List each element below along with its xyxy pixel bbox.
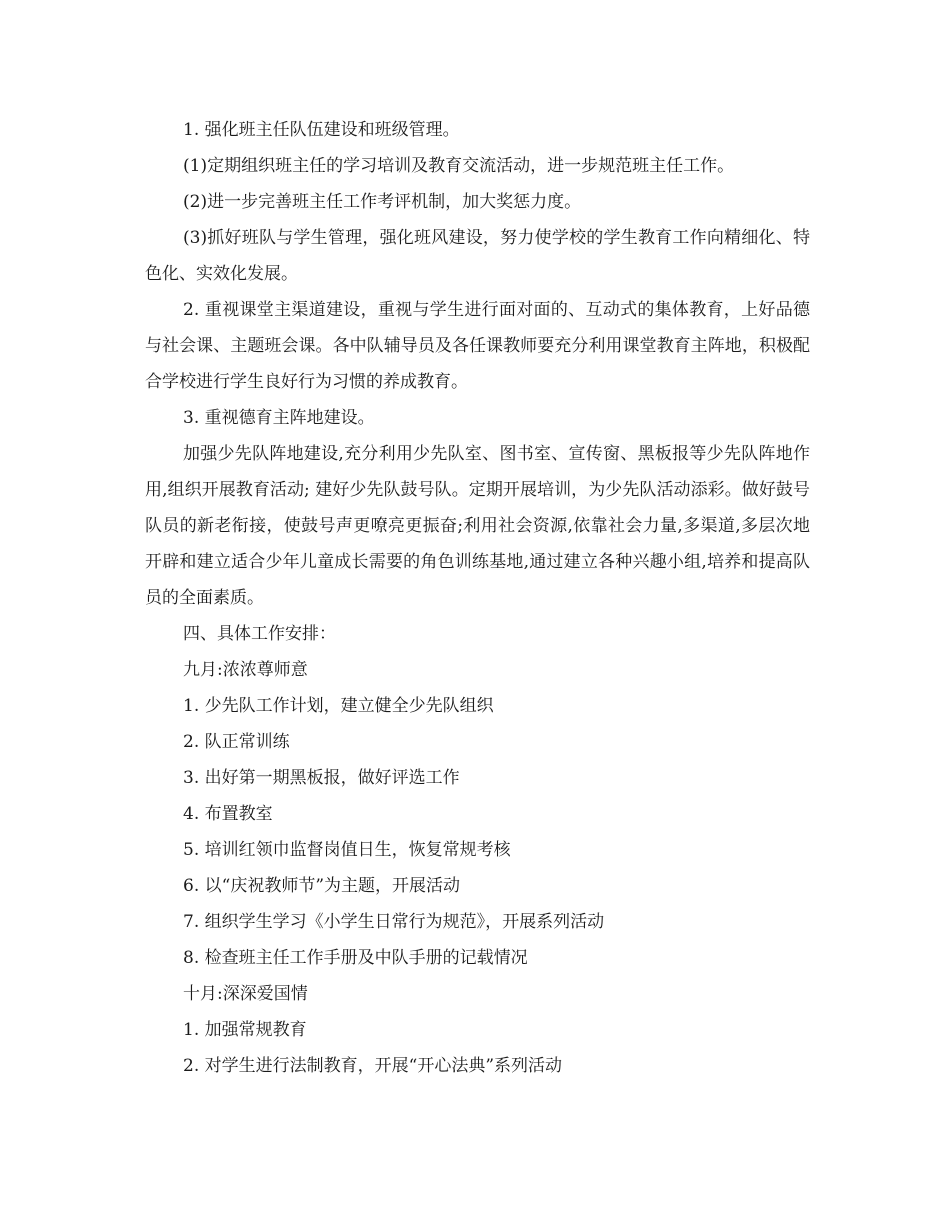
list-item: 4. 布置教室 <box>183 804 273 824</box>
month-heading-october: 十月:深深爱国情 <box>183 984 308 1004</box>
list-item: 2. 对学生进行法制教育，开展“开心法典”系列活动 <box>183 1056 563 1076</box>
month-heading-september: 九月:浓浓尊师意 <box>183 660 308 680</box>
document-body <box>145 112 810 1084</box>
paragraph-1: 1. 强化班主任队伍建设和班级管理。 <box>183 120 460 140</box>
list-item: 1. 少先队工作计划，建立健全少先队组织 <box>183 696 494 716</box>
list-item: 3. 出好第一期黑板报，做好评选工作 <box>183 768 460 788</box>
list-item: 2. 队正常训练 <box>183 732 290 752</box>
paragraph-2: (1)定期组织班主任的学习培训及教育交流活动，进一步规范班主任工作。 <box>183 156 735 176</box>
paragraph-6: 3. 重视德育主阵地建设。 <box>183 408 375 428</box>
paragraph-5: 2. 重视课堂主渠道建设，重视与学生进行面对面的、互动式的集体教育，上好品德与社会课、主题班会课。各中队辅导员及各任课教师要充分利用课堂教育主阵地，积极配合学校进行学生良好行为习惯的养成教育。 <box>145 300 810 392</box>
paragraph-3: (2)进一步完善班主任工作考评机制，加大奖惩力度。 <box>183 192 582 212</box>
list-item: 5. 培训红领巾监督岗值日生，恢复常规考核 <box>183 840 511 860</box>
list-item: 8. 检查班主任工作手册及中队手册的记载情况 <box>183 948 528 968</box>
list-item: 7. 组织学生学习《小学生日常行为规范》，开展系列活动 <box>183 912 605 932</box>
section-heading: 四、具体工作安排： <box>183 624 336 644</box>
list-item: 1. 加强常规教育 <box>183 1020 307 1040</box>
paragraph-4: (3)抓好班队与学生管理，强化班风建设，努力使学校的学生教育工作向精细化、特色化、实效化发展。 <box>145 228 810 284</box>
list-item: 6. 以“庆祝教师节”为主题，开展活动 <box>183 876 461 896</box>
paragraph-7: 加强少先队阵地建设,充分利用少先队室、图书室、宣传窗、黑板报等少先队阵地作用,组织开展教育活动; 建好少先队鼓号队。定期开展培训，为少先队活动添彩。做好鼓号队员的新老衔接，使鼓号声更嘹亮更振奋;利用社会资源,依靠社会力量,多渠道,多层次地开辟和建立适合少年儿童成长需要的角色训练基地,通过建立各种兴趣小组,培养和提高队员的全面素质。 <box>145 444 810 608</box>
